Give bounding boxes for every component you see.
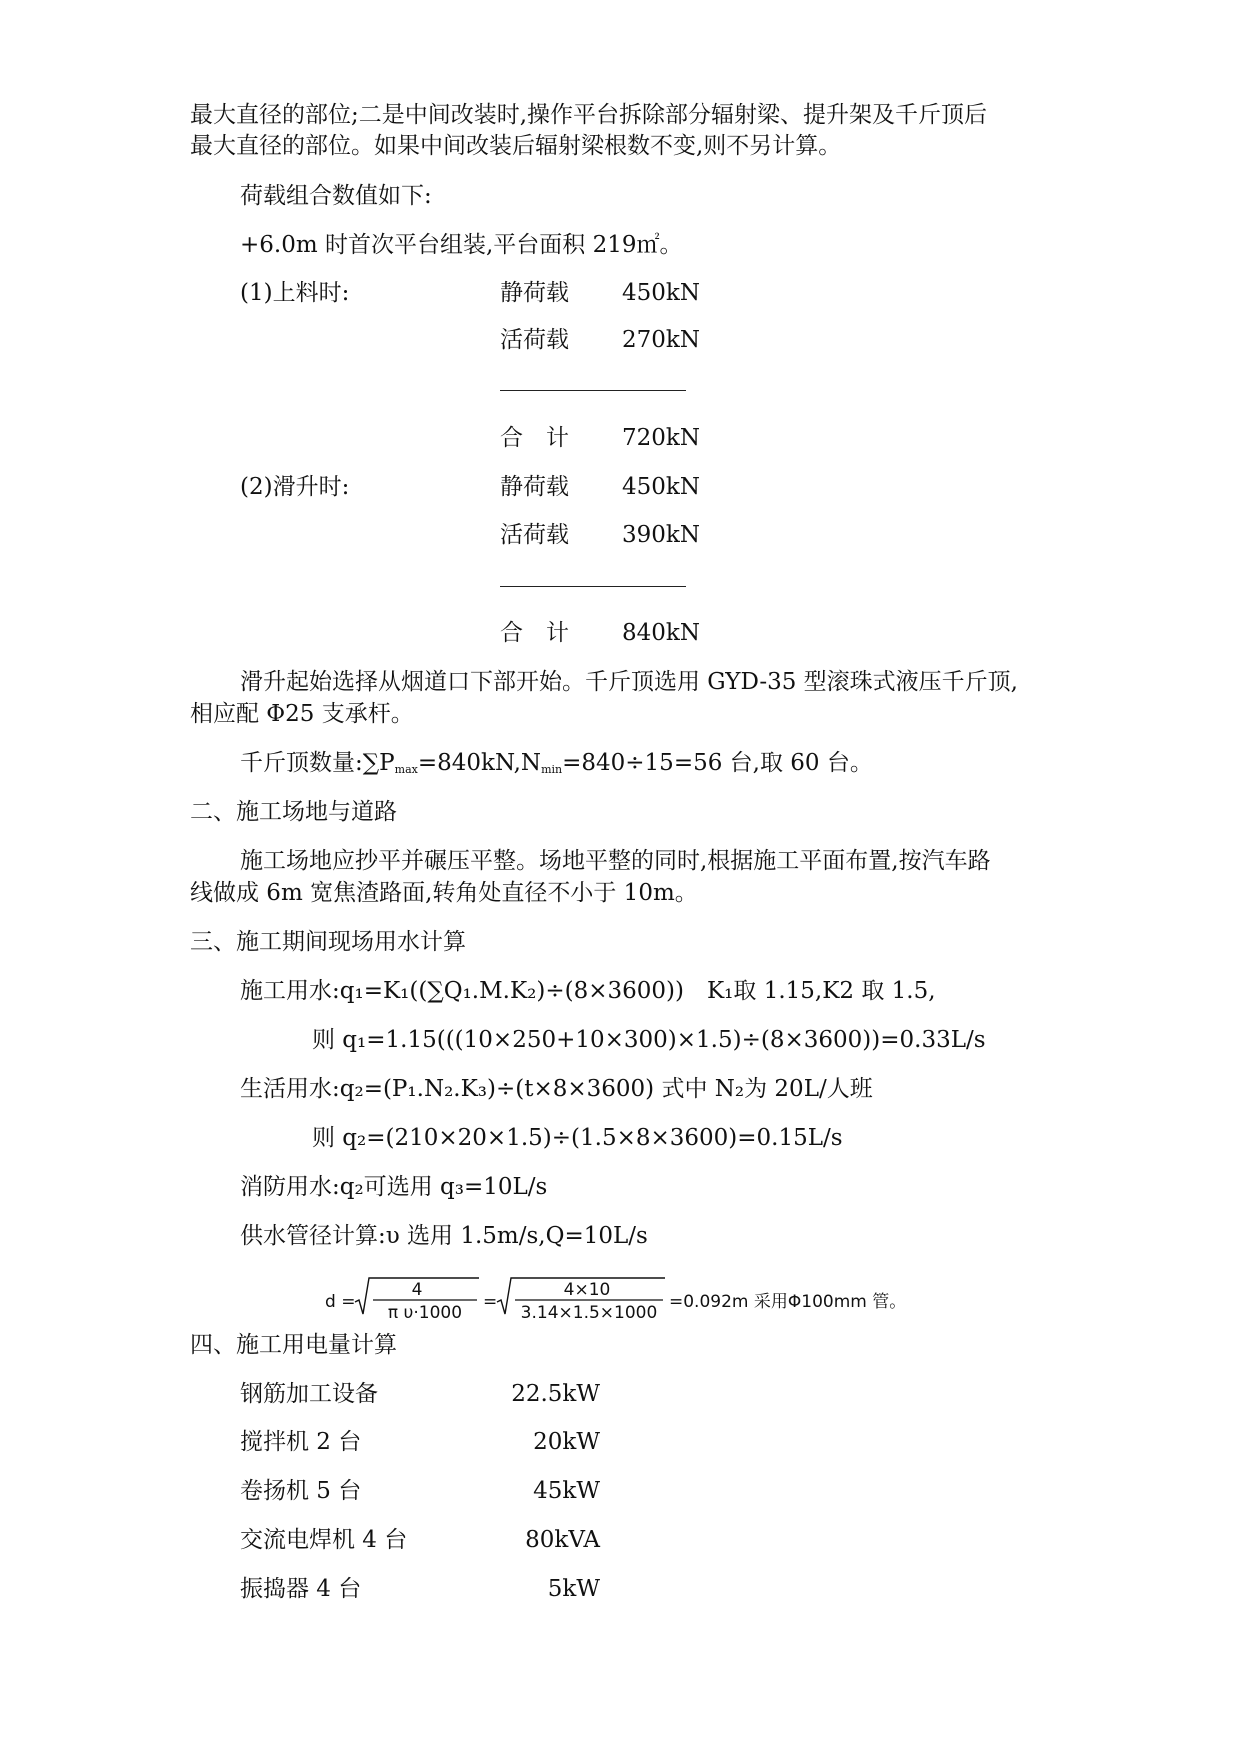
equipment-power: 80kVA: [525, 1527, 600, 1553]
formula-graphic: [325, 1262, 945, 1322]
formula-equals: =: [483, 1292, 498, 1312]
section-heading: 四、施工用电量计算: [190, 1332, 397, 1358]
formula-numerator: 4×10: [563, 1280, 611, 1300]
subscript: min: [541, 763, 563, 776]
load-name: 静荷载: [500, 280, 569, 306]
construction-water-formula: 施工用水:q₁=K₁((∑Q₁.M.K₂)÷(8×3600)) K₁取 1.15,K2 取 1.5,: [240, 978, 936, 1004]
section-heading: 二、施工场地与道路: [190, 799, 397, 825]
section-heading: 三、施工期间现场用水计算: [190, 929, 466, 955]
load-value: 270kN: [622, 327, 700, 353]
load-name: 活荷载: [500, 327, 569, 353]
paragraph-line: 最大直径的部位。如果中间改装后辐射梁根数不变,则不另计算。: [190, 133, 842, 159]
jack-count-text: =840kN,N: [417, 750, 542, 776]
equipment-name: 振捣器 4 台: [240, 1576, 362, 1602]
formula-denominator: 3.14×1.5×1000: [520, 1303, 658, 1322]
load-value: 450kN: [622, 474, 700, 500]
paragraph-line: 滑升起始选择从烟道口下部开始。千斤顶选用 GYD-35 型滚珠式液压千斤顶,: [240, 669, 1018, 695]
equipment-name: 交流电焊机 4 台: [240, 1527, 408, 1553]
sum-rule: [500, 390, 686, 391]
sum-rule: [500, 586, 686, 587]
load-case-label: (1)上料时:: [240, 280, 350, 306]
equipment-power: 45kW: [533, 1478, 600, 1504]
load-intro: 荷载组合数值如下:: [240, 183, 432, 209]
equipment-name: 钢筋加工设备: [240, 1381, 378, 1407]
equipment-power: 20kW: [533, 1429, 600, 1455]
equipment-name: 卷扬机 5 台: [240, 1478, 362, 1504]
equipment-name: 搅拌机 2 台: [240, 1429, 362, 1455]
load-total-value: 840kN: [622, 620, 700, 646]
subscript: max: [394, 763, 418, 776]
living-water-result: 则 q₂=(210×20×1.5)÷(1.5×8×3600)=0.15L/s: [312, 1125, 843, 1151]
load-value: 390kN: [622, 522, 700, 548]
load-total-value: 720kN: [622, 425, 700, 451]
load-total-name: 合 计: [500, 425, 569, 451]
paragraph-line: 线做成 6m 宽焦渣路面,转角处直径不小于 10m。: [190, 880, 698, 906]
equipment-power: 22.5kW: [511, 1381, 600, 1407]
formula-numerator: 4: [411, 1280, 423, 1300]
assembly-note: +6.0m 时首次平台组装,平台面积 219㎡。: [240, 232, 683, 258]
formula-result: =0.092m 采用Φ100mm 管。: [669, 1292, 907, 1312]
load-total-name: 合 计: [500, 620, 569, 646]
equipment-power: 5kW: [547, 1576, 600, 1602]
fire-water: 消防用水:q₂可选用 q₃=10L/s: [240, 1174, 548, 1200]
living-water-formula: 生活用水:q₂=(P₁.N₂.K₃)÷(t×8×3600) 式中 N₂为 20L/人班: [240, 1076, 873, 1102]
load-value: 450kN: [622, 280, 700, 306]
load-name: 静荷载: [500, 474, 569, 500]
load-case-label: (2)滑升时:: [240, 474, 350, 500]
pipe-calc: 供水管径计算:υ 选用 1.5m/s,Q=10L/s: [240, 1223, 648, 1249]
formula-denominator: π υ·1000: [387, 1303, 463, 1322]
jack-count-text: 千斤顶数量:∑P: [240, 750, 395, 776]
pipe-diameter-formula: [325, 1262, 945, 1322]
jack-count: [240, 748, 873, 778]
construction-water-result: 则 q₁=1.15(((10×250+10×300)×1.5)÷(8×3600))=0.33L/s: [312, 1027, 986, 1053]
jack-count-text: =840÷15=56 台,取 60 台。: [562, 750, 873, 776]
load-name: 活荷载: [500, 522, 569, 548]
paragraph-line: 最大直径的部位;二是中间改装时,操作平台拆除部分辐射梁、提升架及千斤顶后: [190, 102, 988, 128]
formula-lhs: d =: [325, 1292, 356, 1312]
paragraph-line: 相应配 Φ25 支承杆。: [190, 701, 414, 727]
paragraph-line: 施工场地应抄平并碾压平整。场地平整的同时,根据施工平面布置,按汽车路: [240, 848, 991, 874]
